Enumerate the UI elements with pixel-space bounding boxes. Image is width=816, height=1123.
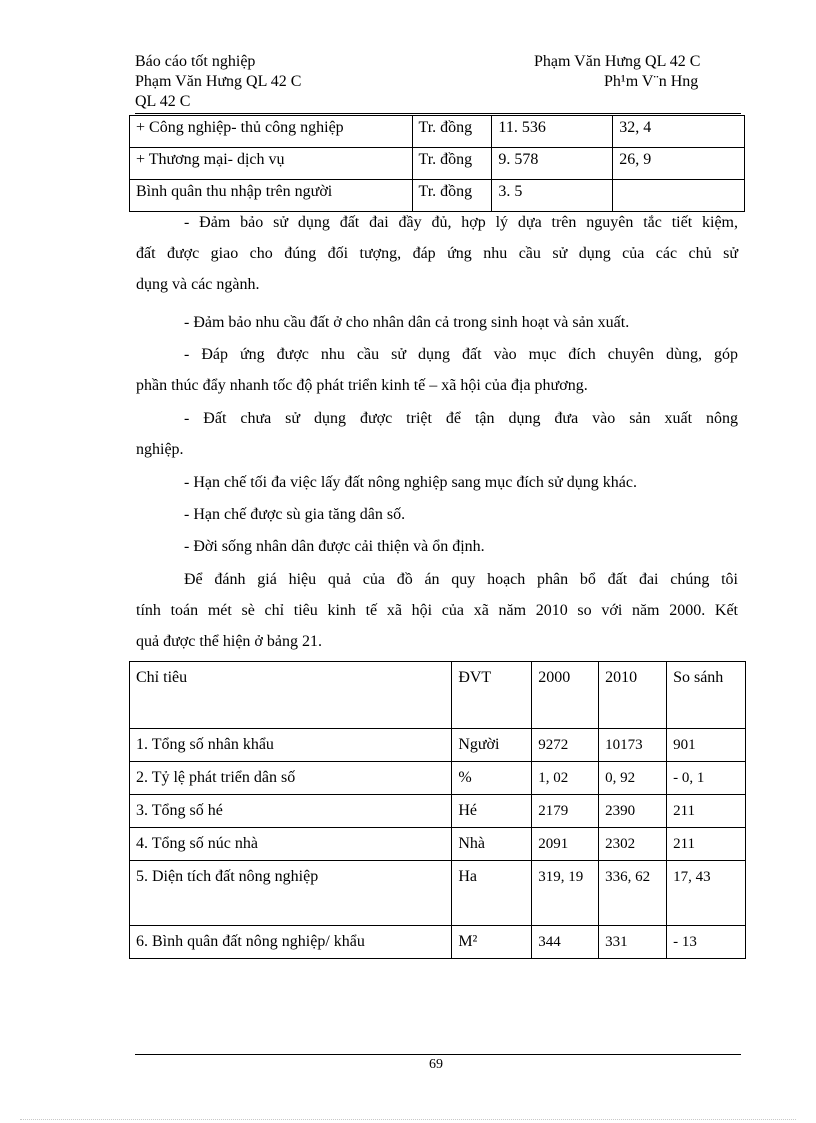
- paragraph-line: - Đất chưa sử dụng được triệt để tận dụng đưa vào sản xuất nông: [184, 410, 738, 427]
- table-cell: %: [452, 762, 532, 795]
- paragraph-land-use: [136, 207, 738, 300]
- paragraph-line: dụng và các ngành.: [136, 276, 260, 293]
- table-cell: 2. Tỷ lệ phát triển dân số: [130, 762, 452, 795]
- header-author-right: Phạm Văn Hưng QL 42 C: [534, 53, 701, 70]
- table-cell: Ha: [452, 861, 532, 926]
- table-cell: 211: [667, 828, 746, 861]
- table-row: [130, 861, 746, 926]
- table-row: [130, 116, 745, 148]
- table-cell: Nhà: [452, 828, 532, 861]
- header-report-title: Báo cáo tốt nghiệp: [135, 53, 256, 70]
- table-cell: 344: [532, 926, 599, 959]
- table-cell: 336, 62: [599, 861, 667, 926]
- header-rule: [135, 113, 741, 114]
- table-cell: 2302: [599, 828, 667, 861]
- header-author-left: Phạm Văn Hưng QL 42 C: [135, 73, 302, 90]
- column-header: Chỉ tiêu: [130, 662, 452, 729]
- table-cell: Tr. đồng: [412, 180, 492, 212]
- column-header: So sánh: [667, 662, 746, 729]
- paragraph-line: - Đáp ứng được nhu cầu sử dụng đất vào mục đích chuyên dùng, góp: [184, 346, 738, 363]
- footer-rule: [135, 1054, 741, 1055]
- table-cell: 6. Bình quân đất nông nghiệp/ khẩu: [130, 926, 452, 959]
- page-edge-dotted-line: [20, 1119, 796, 1120]
- table-cell: 4. Tổng số núc nhà: [130, 828, 452, 861]
- page-number: 69: [429, 1057, 443, 1072]
- table-cell: 2390: [599, 795, 667, 828]
- paragraph-unused-land: [136, 403, 738, 465]
- table-cell: 10173: [599, 729, 667, 762]
- table-header-row: [130, 662, 746, 729]
- indicator-table: [129, 661, 746, 959]
- table-cell: 17, 43: [667, 861, 746, 926]
- table-cell: 11. 536: [492, 116, 613, 148]
- table-row: [130, 926, 746, 959]
- table-cell: M²: [452, 926, 532, 959]
- table-cell: 0, 92: [599, 762, 667, 795]
- table-row: [130, 148, 745, 180]
- table-cell: 9272: [532, 729, 599, 762]
- paragraph-housing: - Đảm bảo nhu cầu đất ở cho nhân dân cả trong sinh hoạt và sản xuất.: [184, 314, 630, 331]
- table-row: [130, 729, 746, 762]
- table-cell: 5. Diện tích đất nông nghiệp: [130, 861, 452, 926]
- table-cell: - 0, 1: [667, 762, 746, 795]
- paragraph-limit-conversion: - Hạn chế tối đa việc lấy đất nông nghiệp sang mục đích sử dụng khác.: [184, 474, 637, 491]
- column-header: 2000: [532, 662, 599, 729]
- table-cell: 1, 02: [532, 762, 599, 795]
- paragraph-evaluation: [136, 564, 738, 657]
- table-cell: - 13: [667, 926, 746, 959]
- table-cell: Tr. đồng: [412, 148, 492, 180]
- table-cell: 331: [599, 926, 667, 959]
- table-row: [130, 762, 746, 795]
- table-cell: 3. Tổng số hé: [130, 795, 452, 828]
- column-header: ĐVT: [452, 662, 532, 729]
- table-cell: 211: [667, 795, 746, 828]
- column-header: 2010: [599, 662, 667, 729]
- table-cell: + Công nghiệp- thủ công nghiệp: [130, 116, 413, 148]
- header-class: QL 42 C: [135, 93, 191, 110]
- paragraph-special-use: [136, 339, 738, 401]
- table-cell: + Thương mại- dịch vụ: [130, 148, 413, 180]
- paragraph-line: nghiệp.: [136, 441, 184, 458]
- table-cell: 901: [667, 729, 746, 762]
- paragraph-line: quả được thể hiện ở bảng 21.: [136, 633, 322, 650]
- table-cell: Tr. đồng: [412, 116, 492, 148]
- paragraph-line: đất được giao cho đúng đối tượng, đáp ứng nhu cầu sử dụng của các chủ sử: [136, 245, 738, 262]
- table-cell: 32, 4: [613, 116, 745, 148]
- table-cell: 319, 19: [532, 861, 599, 926]
- table-row: [130, 795, 746, 828]
- table-row: [130, 828, 746, 861]
- table-cell: 9. 578: [492, 148, 613, 180]
- paragraph-line: Để đánh giá hiệu quả của đồ án quy hoạch phân bổ đất đai chúng tôi: [184, 571, 738, 588]
- paragraph-line: phần thúc đẩy nhanh tốc độ phát triển kinh tế – xã hội của địa phương.: [136, 377, 588, 394]
- table-cell: 26, 9: [613, 148, 745, 180]
- table-cell: 2179: [532, 795, 599, 828]
- paragraph-line: tính toán mét sè chỉ tiêu kinh tế xã hội của xã năm 2010 so với năm 2000. Kết: [136, 602, 738, 619]
- table-cell: Hé: [452, 795, 532, 828]
- table-cell: Người: [452, 729, 532, 762]
- paragraph-population: - Hạn chế được sù gia tăng dân số.: [184, 506, 406, 523]
- table-cell: 3. 5: [492, 180, 613, 212]
- table-cell: Bình quân thu nhập trên người: [130, 180, 413, 212]
- table-cell: 2091: [532, 828, 599, 861]
- paragraph-line: - Đảm bảo sử dụng đất đai đầy đủ, hợp lý dựa trên nguyên tắc tiết kiệm,: [184, 214, 738, 231]
- header-author-garbled: Ph¹m V¨n Hng: [604, 73, 699, 90]
- paragraph-living-standard: - Đời sống nhân dân được cải thiện và ổn định.: [184, 538, 485, 555]
- table-cell: 1. Tổng số nhân khẩu: [130, 729, 452, 762]
- income-table: [129, 115, 745, 212]
